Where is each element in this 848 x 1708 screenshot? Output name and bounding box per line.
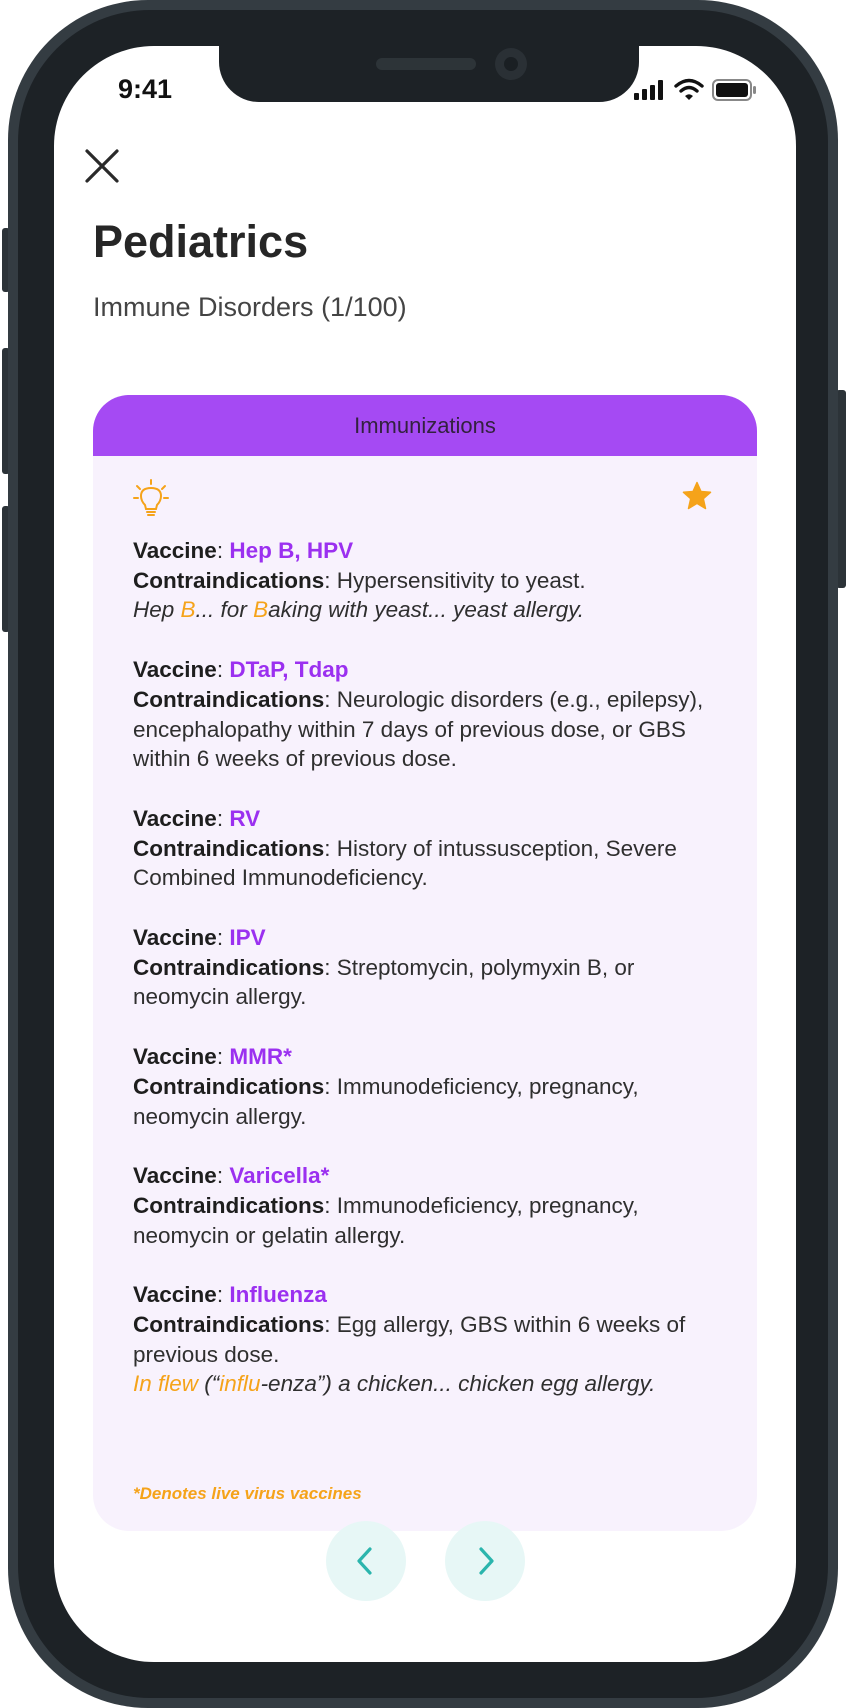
vaccine-line: Vaccine: IPV <box>133 925 266 951</box>
vaccine-name: MMR* <box>229 1044 292 1070</box>
vaccine-entry <box>133 1161 733 1250</box>
contraindications-text: Neurologic disorders (e.g., epilepsy), encephalopathy within 7 days of previous dose, or GBS within 6 weeks of previous dose. <box>133 686 704 772</box>
vaccine-label: Vaccine <box>133 1282 217 1308</box>
vaccine-name: IPV <box>229 925 266 951</box>
contraindications-line: Contraindications: History of intussusception, Severe Combined Immunodeficiency. <box>133 835 677 891</box>
mnemonic-text: -enza”) a chicken... chicken egg allergy. <box>260 1371 656 1397</box>
mnemonic-text: aking with yeast... yeast allergy. <box>268 597 585 623</box>
contraindications-text: Streptomycin, polymyxin B, or neomycin allergy. <box>133 954 635 1010</box>
mnemonic-highlight: In flew <box>133 1371 199 1397</box>
vaccine-name: Influenza <box>229 1282 327 1308</box>
vaccine-entry <box>133 1280 733 1399</box>
vaccine-label: Vaccine <box>133 1044 217 1070</box>
speaker <box>376 58 476 70</box>
contraindications-label: Contraindications <box>133 835 325 861</box>
contraindications-label: Contraindications <box>133 1192 325 1218</box>
vaccine-entry <box>133 655 733 774</box>
contraindications-label: Contraindications <box>133 567 325 593</box>
vaccine-entry <box>133 804 733 893</box>
mnemonic-highlight: influ <box>219 1371 261 1397</box>
mnemonic-text: Hep <box>133 597 181 623</box>
chevron-right-icon <box>469 1543 501 1579</box>
vaccine-label: Vaccine <box>133 538 217 563</box>
status-time: 9:41 <box>118 74 173 104</box>
vaccine-line: Vaccine: Influenza <box>133 1282 327 1308</box>
battery-icon <box>712 79 758 101</box>
mnemonic <box>133 1369 733 1399</box>
contraindications-text: Egg allergy, GBS within 6 weeks of previous dose. <box>133 1312 686 1367</box>
notch <box>219 46 639 102</box>
vaccine-label: Vaccine <box>133 925 217 951</box>
vaccine-list <box>133 536 733 1429</box>
mnemonic-text: ... for <box>195 597 254 623</box>
vaccine-entry <box>133 1042 733 1131</box>
vaccine-name: Hep B, HPV <box>229 538 354 563</box>
vaccine-name: DTaP, Tdap <box>229 657 349 683</box>
star-icon[interactable] <box>682 481 712 511</box>
contraindications-label: Contraindications <box>133 954 325 980</box>
previous-button[interactable] <box>326 1521 406 1601</box>
lightbulb-icon[interactable] <box>133 479 169 517</box>
contraindications-line: Contraindications: Immunodeficiency, pregnancy, neomycin allergy. <box>133 1073 639 1129</box>
vaccine-line: Vaccine: Hep B, HPV <box>133 538 354 563</box>
contraindications-line: Contraindications: Immunodeficiency, pregnancy, neomycin or gelatin allergy. <box>133 1192 639 1248</box>
contraindications-line: Contraindications: Hypersensitivity to yeast. <box>133 567 586 593</box>
close-button[interactable] <box>82 146 122 186</box>
vaccine-name: RV <box>229 805 261 831</box>
mnemonic-highlight: B <box>180 597 196 623</box>
flashcard <box>93 395 757 1531</box>
contraindications-label: Contraindications <box>133 686 325 712</box>
vaccine-label: Vaccine <box>133 657 217 683</box>
card-header: Immunizations <box>93 395 757 456</box>
phone-screen <box>54 46 796 1662</box>
page-subtitle: Immune Disorders (1/100) <box>93 292 407 322</box>
mnemonic <box>133 595 733 625</box>
next-button[interactable] <box>445 1521 525 1601</box>
vaccine-line: Vaccine: MMR* <box>133 1044 292 1070</box>
close-icon <box>82 146 122 186</box>
contraindications-text: Hypersensitivity to yeast. <box>336 567 586 593</box>
vaccine-name: Varicella* <box>229 1163 330 1189</box>
contraindications-text: Immunodeficiency, pregnancy, neomycin allergy. <box>133 1073 639 1129</box>
contraindications-label: Contraindications <box>133 1312 325 1338</box>
chevron-left-icon <box>350 1543 382 1579</box>
mnemonic-highlight: B <box>253 597 269 623</box>
contraindications-text: Immunodeficiency, pregnancy, neomycin or gelatin allergy. <box>133 1192 639 1248</box>
contraindications-line: Contraindications: Streptomycin, polymyxin B, or neomycin allergy. <box>133 954 635 1010</box>
page-title: Pediatrics <box>93 216 309 267</box>
vaccine-label: Vaccine <box>133 1163 217 1189</box>
footnote: *Denotes live virus vaccines <box>133 1484 362 1503</box>
vaccine-entry <box>133 923 733 1012</box>
vaccine-entry <box>133 536 733 625</box>
contraindications-text: History of intussusception, Severe Combined Immunodeficiency. <box>133 835 677 891</box>
wifi-icon <box>674 78 704 100</box>
contraindications-label: Contraindications <box>133 1073 325 1099</box>
mnemonic-text: (“ <box>198 1371 220 1397</box>
signal-icon <box>634 80 668 100</box>
vaccine-line: Vaccine: DTaP, Tdap <box>133 657 349 683</box>
vaccine-line: Vaccine: RV <box>133 805 261 831</box>
front-camera <box>495 48 527 80</box>
contraindications-line: Contraindications: Neurologic disorders (e.g., epilepsy), encephalopathy within 7 days of previous dose, or GBS within 6 weeks of previous dose. <box>133 686 704 772</box>
contraindications-line: Contraindications: Egg allergy, GBS within 6 weeks of previous dose. <box>133 1312 686 1367</box>
vaccine-line: Vaccine: Varicella* <box>133 1163 330 1189</box>
vaccine-label: Vaccine <box>133 805 217 831</box>
